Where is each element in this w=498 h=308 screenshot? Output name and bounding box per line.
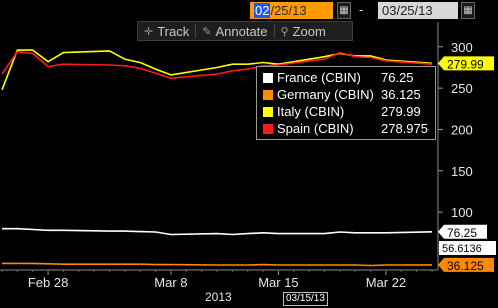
- annotate-button[interactable]: [196, 22, 273, 40]
- y-tick-label: 100: [451, 205, 473, 221]
- crosshair-date-label: 03/15/13: [283, 292, 328, 306]
- x-tick-label: Mar 15: [258, 275, 299, 290]
- start-date-field[interactable]: [250, 2, 333, 19]
- track-button[interactable]: [138, 22, 195, 40]
- end-calendar-icon[interactable]: ▦: [461, 2, 475, 19]
- y-tick-label: 150: [451, 163, 473, 179]
- legend-swatch: [263, 73, 273, 83]
- chart-legend: [256, 66, 436, 140]
- zoom-button[interactable]: [275, 22, 332, 40]
- legend-swatch: [263, 107, 273, 117]
- start-calendar-icon[interactable]: ▦: [337, 2, 351, 19]
- x-tick-label: Mar 8: [154, 275, 188, 290]
- y-tick-label: 250: [451, 81, 473, 97]
- start-date-rest: /25/13: [270, 3, 307, 18]
- value-tag-label: 36.125: [447, 258, 484, 273]
- annotate-label: Annotate: [215, 23, 268, 39]
- pencil-icon: ✎: [202, 25, 212, 38]
- legend-series-name: Italy (CBIN): [277, 104, 345, 119]
- x-tick-label: Mar 22: [365, 275, 407, 290]
- y-tick-label: 200: [451, 122, 473, 138]
- legend-swatch: [263, 90, 273, 100]
- legend-item: [263, 86, 429, 103]
- legend-series-name: France (CBIN): [277, 70, 361, 85]
- date-range-separator: -: [359, 2, 364, 17]
- value-tag-label: 279.99: [447, 57, 484, 72]
- chart-toolbar: [137, 21, 353, 41]
- value-tag-label: 76.25: [447, 225, 478, 240]
- x-axis-year-label: 2013: [205, 290, 232, 304]
- crosshair-icon: ✛: [144, 25, 154, 38]
- value-tag-label: 56.6136: [442, 242, 482, 255]
- legend-series-value: 36.125: [381, 87, 421, 102]
- legend-series-name: Germany (CBIN): [277, 87, 374, 102]
- legend-item: [263, 69, 429, 86]
- y-tick-label: 300: [451, 39, 473, 55]
- start-date-month: 02: [255, 3, 270, 18]
- series-line-germany: [2, 263, 432, 265]
- legend-item: [263, 120, 429, 137]
- track-label: Track: [157, 23, 190, 39]
- legend-item: [263, 103, 429, 120]
- legend-swatch: [263, 124, 273, 134]
- magnifier-icon: ⚲: [280, 25, 289, 38]
- legend-series-value: 279.99: [381, 104, 421, 119]
- end-date-field[interactable]: 03/25/13: [378, 2, 458, 19]
- date-range-bar: [0, 0, 498, 22]
- legend-series-value: 278.975: [381, 121, 428, 136]
- zoom-label: Zoom: [292, 23, 326, 39]
- series-line-france: [2, 229, 432, 235]
- legend-series-value: 76.25: [381, 70, 414, 85]
- x-tick-label: Feb 28: [27, 275, 69, 290]
- legend-series-name: Spain (CBIN): [277, 121, 354, 136]
